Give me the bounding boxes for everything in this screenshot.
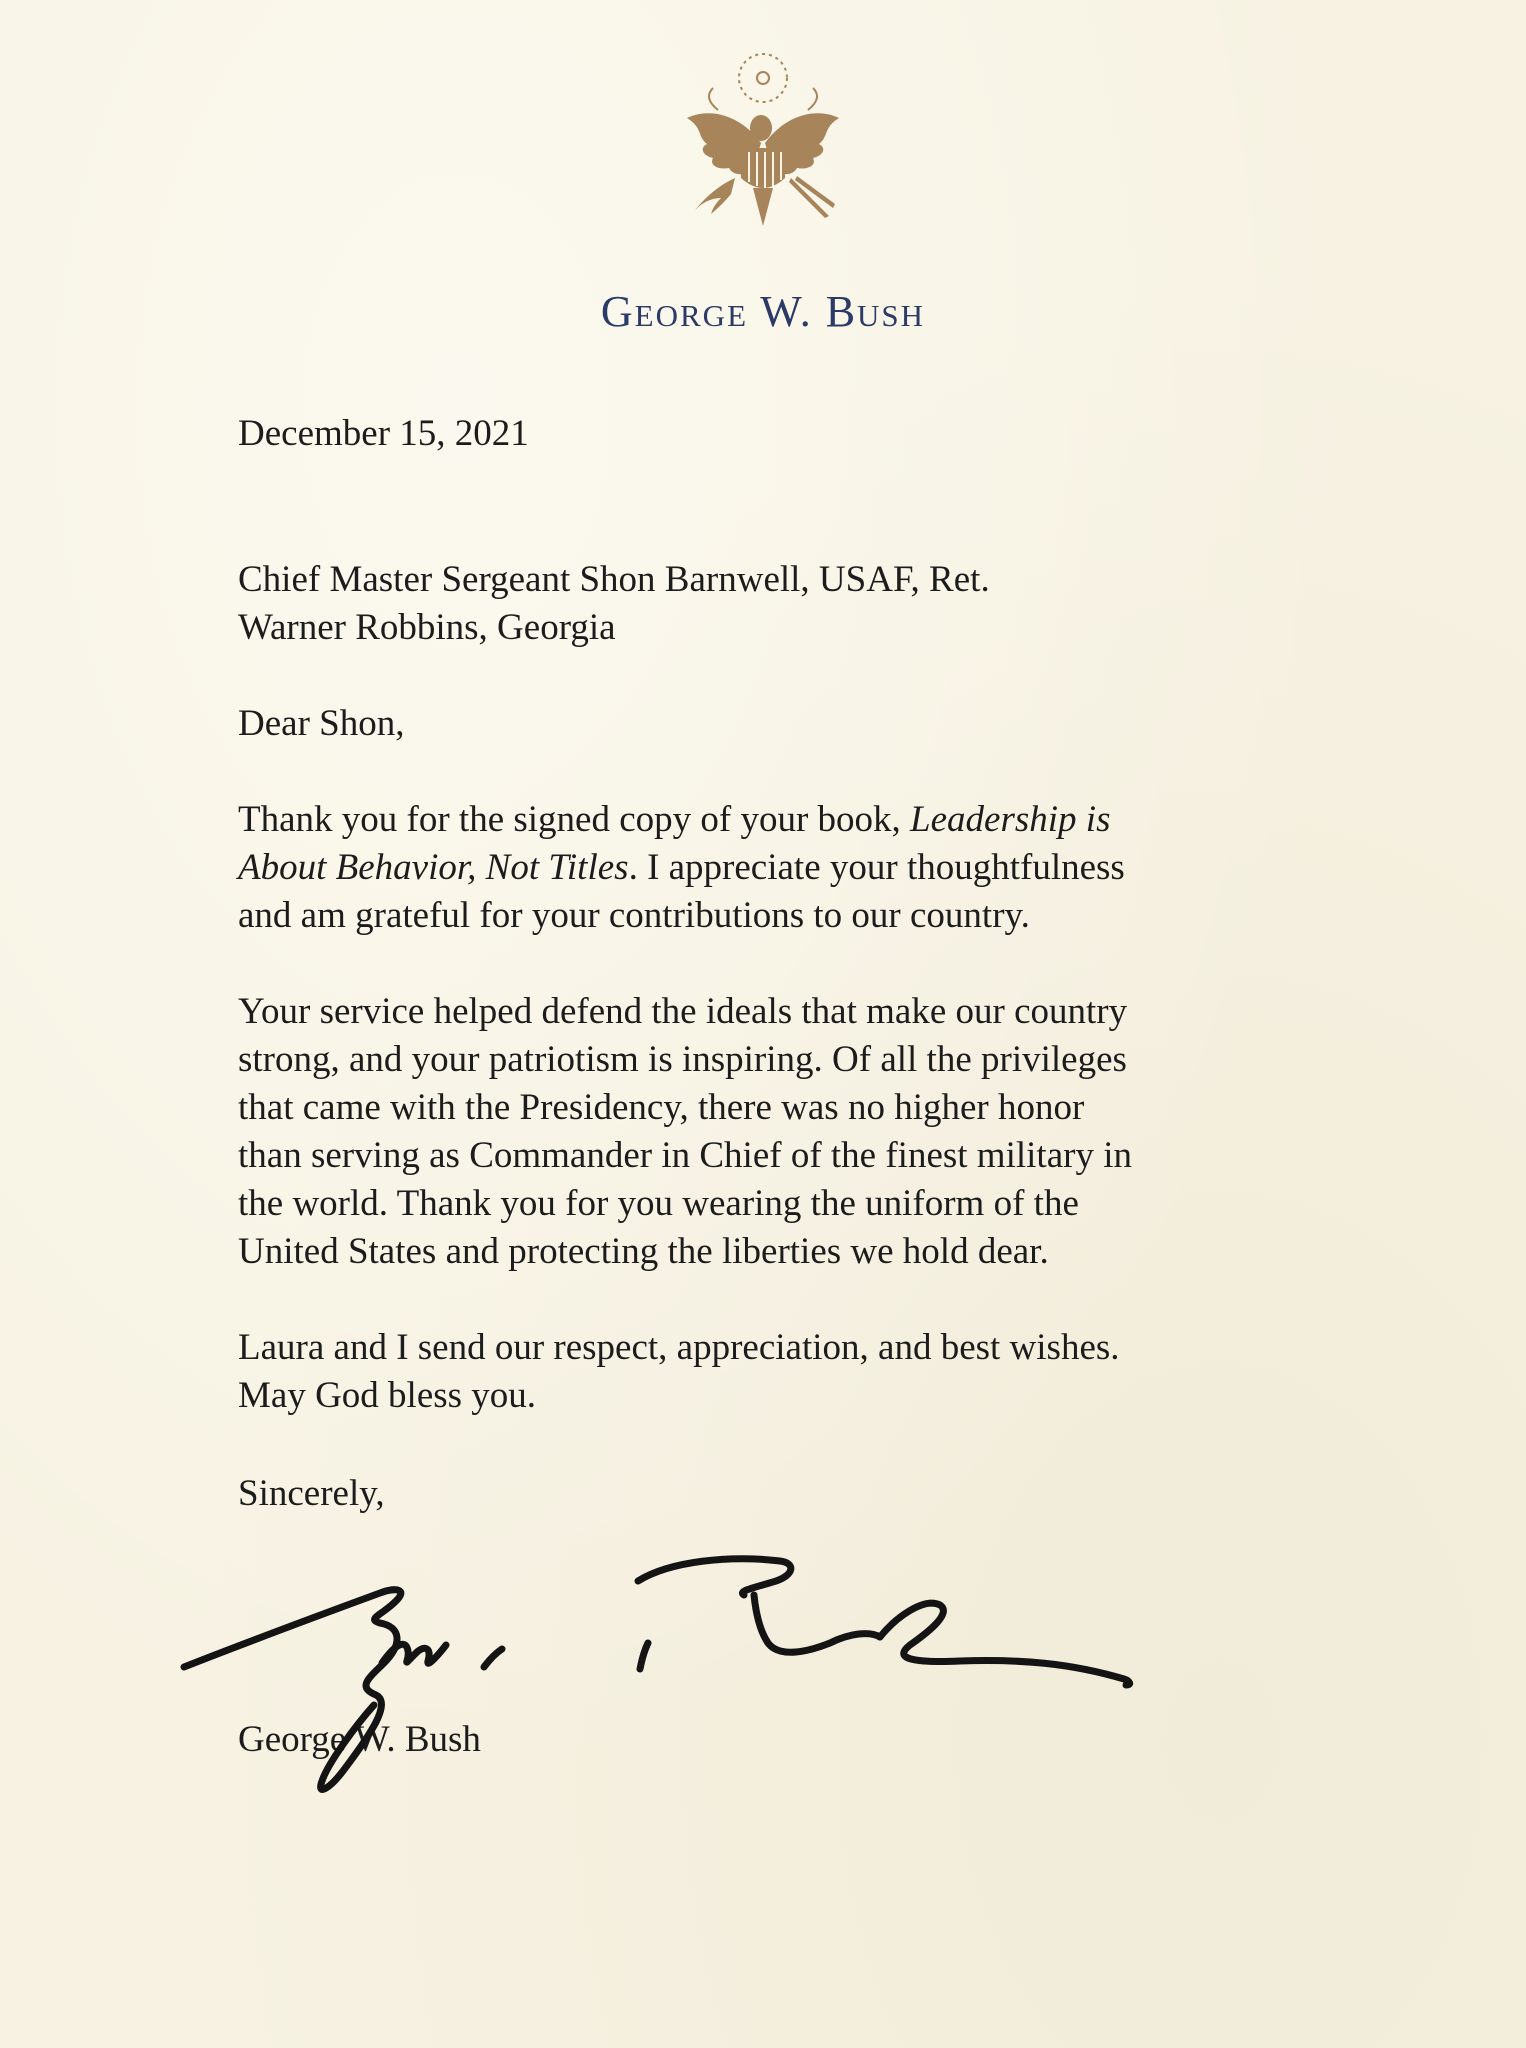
- recipient-line-1: Chief Master Sergeant Shon Barnwell, USAF, Ret.: [238, 559, 990, 600]
- handwritten-signature: [170, 1535, 1150, 1795]
- paragraph-1: [238, 796, 1125, 940]
- letter-date: December 15, 2021: [238, 413, 529, 454]
- paragraph-2-line: Your service helped defend the ideals that make our country: [238, 991, 1128, 1032]
- paragraph-2-line: strong, and your patriotism is inspiring. Of all the privileges: [238, 1039, 1127, 1080]
- paragraph-1-line-1: [238, 796, 1125, 844]
- paragraph-1-line-2: [238, 844, 1125, 892]
- typed-signature-name: George W. Bush: [238, 1719, 481, 1760]
- book-title-part-2: About Behavior, Not Titles: [238, 847, 629, 888]
- paragraph-1-line-2-text: . I appreciate your thoughtfulness: [628, 847, 1125, 888]
- salutation: Dear Shon,: [238, 703, 405, 744]
- paragraph-3-line: May God bless you.: [238, 1375, 537, 1416]
- paragraph-2: [238, 988, 1132, 1276]
- paragraph-1-line-3: and am grateful for your contributions to our country.: [238, 895, 1030, 936]
- paragraph-3: [238, 1324, 1120, 1420]
- closing: Sincerely,: [238, 1473, 385, 1514]
- paragraph-1-line-1-text: Thank you for the signed copy of your book,: [238, 799, 911, 840]
- paragraph-2-line: than serving as Commander in Chief of the finest military in: [238, 1135, 1132, 1176]
- paragraph-2-line: the world. Thank you for you wearing the uniform of the: [238, 1183, 1079, 1224]
- presidential-eagle-seal-icon: [673, 48, 853, 238]
- paragraph-3-line: Laura and I send our respect, appreciation, and best wishes.: [238, 1327, 1120, 1368]
- recipient-line-2: Warner Robbins, Georgia: [238, 607, 616, 648]
- paragraph-2-line: United States and protecting the liberties we hold dear.: [238, 1231, 1049, 1272]
- book-title-part-1: Leadership is: [910, 799, 1111, 840]
- letterhead-name: George W. Bush: [600, 287, 926, 336]
- paragraph-2-line: that came with the Presidency, there was no higher honor: [238, 1087, 1085, 1128]
